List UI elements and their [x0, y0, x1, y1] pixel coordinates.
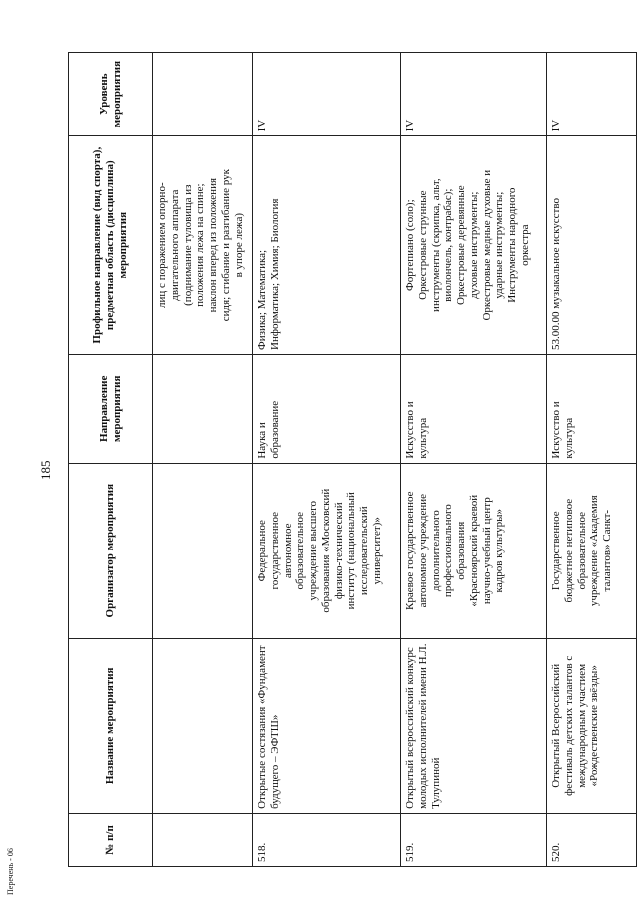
- cell-organizer: Федеральное государственное автономное образовательное учреждение высшего образования «Московский физико-технический институт (национальный исследовательский университет)»: [253, 463, 401, 638]
- cell-level: IV: [253, 53, 401, 136]
- page-footer: Перечень - 06: [6, 848, 15, 895]
- cell-num: 520.: [547, 813, 637, 866]
- table-row: [547, 53, 637, 867]
- cell-num: 519.: [401, 813, 547, 866]
- header-profile: Профильное направление (вид спорта), предметная область (дисциплина) мероприятия: [69, 136, 153, 355]
- cell-direction: [153, 354, 253, 463]
- cell-name: Открытый Всероссийский фестиваль детских талантов с международным участием «Рождественские звёзды»: [547, 638, 637, 813]
- cell-organizer: [153, 463, 253, 638]
- cell-profile: 53.00.00 музыкальное искусство: [547, 136, 637, 355]
- cell-name: Открытые состязания «Фундамент будущего – ЭФТШ»: [253, 638, 401, 813]
- cell-level: IV: [547, 53, 637, 136]
- cell-num: [153, 813, 253, 866]
- table-row: [253, 53, 401, 867]
- header-organizer: Организатор мероприятия: [69, 463, 153, 638]
- cell-direction: Искусство и культура: [401, 354, 547, 463]
- cell-direction: Искусство и культура: [547, 354, 637, 463]
- header-level: Уровень мероприятия: [69, 53, 153, 136]
- events-table: [68, 52, 637, 867]
- cell-name: Открытый всероссийский конкурс молодых исполнителей имени Н.Л. Тулупиной: [401, 638, 547, 813]
- cell-profile: Фортепиано (соло); Оркестровые струнные инструменты (скрипка, альт, виолончель, контрабас); Оркестровые деревянные духовые инструменты; Оркестровые медные духовые и ударные инструменты; Инструменты народного оркестра: [401, 136, 547, 355]
- header-num: № п/п: [69, 813, 153, 866]
- cell-num: 518.: [253, 813, 401, 866]
- table-header-row: [69, 53, 153, 867]
- table-row: [401, 53, 547, 867]
- cell-organizer: Краевое государственное автономное учреждение дополнительного профессионального образования «Красноярский краевой научно-учебный центр кадров культуры»: [401, 463, 547, 638]
- header-name: Название мероприятия: [69, 638, 153, 813]
- page-number: 185: [38, 460, 53, 480]
- cell-name: [153, 638, 253, 813]
- cell-organizer: Государственное бюджетное нетиповое образовательное учреждение «Академия талантов» Санкт-: [547, 463, 637, 638]
- cell-profile: лиц с поражением опорно- двигательного аппарата (поднимание туловища из положения лежа на спине; наклон вперед из положения сидя; сгибание и разгибание рук в упоре лежа): [153, 136, 253, 355]
- table-row-continued: [153, 53, 253, 867]
- cell-profile: Физика; Математика; Информатика; Химия; Биология: [253, 136, 401, 355]
- header-direction: Направление мероприятия: [69, 354, 153, 463]
- cell-level: IV: [401, 53, 547, 136]
- cell-level: [153, 53, 253, 136]
- cell-direction: Наука и образование: [253, 354, 401, 463]
